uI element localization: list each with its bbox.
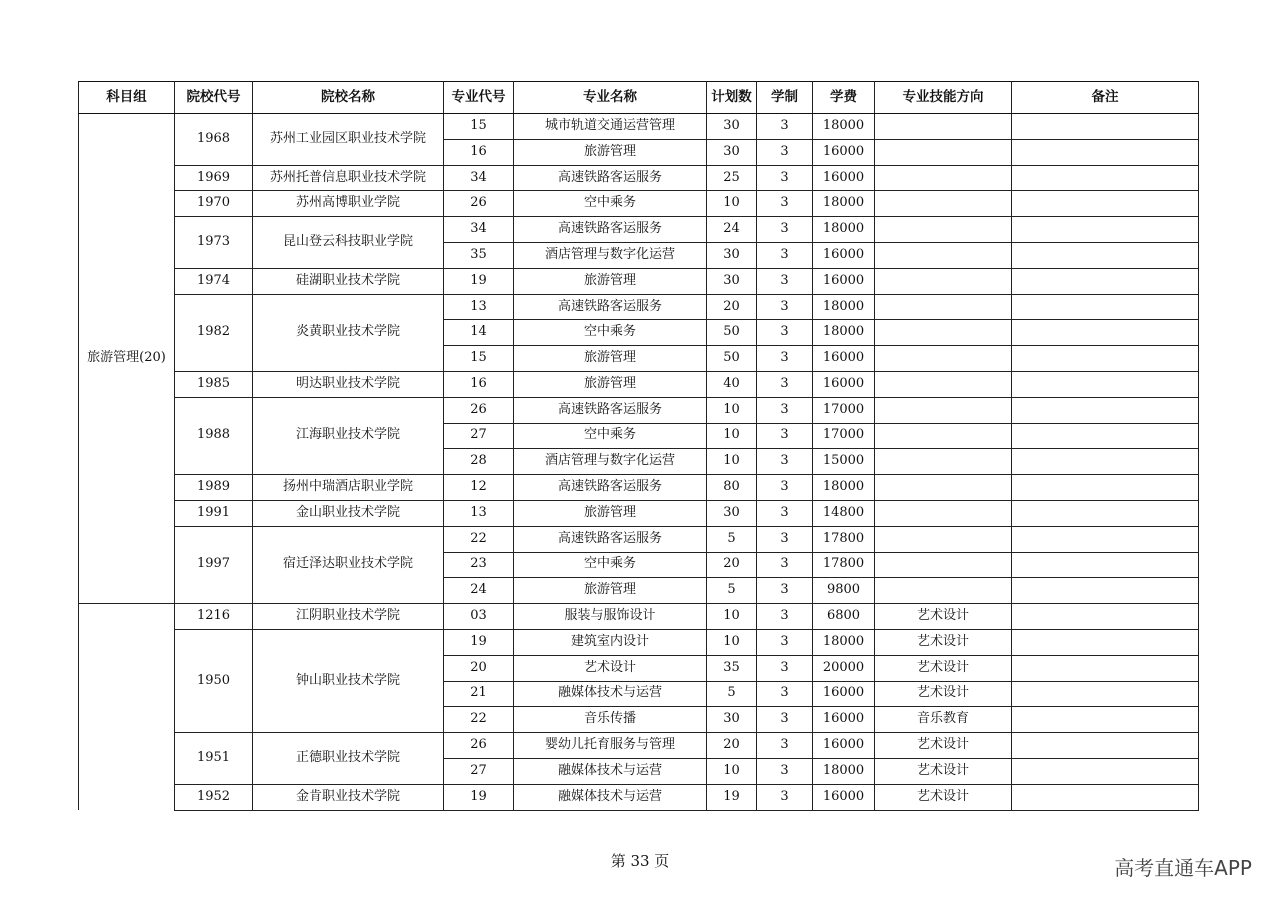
- plan-count-cell: 30: [707, 707, 757, 733]
- skill-direction-cell: [875, 191, 1012, 217]
- major-name-cell: 融媒体技术与运营: [514, 681, 707, 707]
- remarks-cell: [1012, 475, 1199, 501]
- duration-cell: 3: [757, 114, 813, 140]
- school-name-cell: 江阴职业技术学院: [253, 604, 444, 630]
- duration-cell: 3: [757, 500, 813, 526]
- header-tuition: 学费: [813, 82, 875, 114]
- major-name-cell: 旅游管理: [514, 578, 707, 604]
- skill-direction-cell: [875, 423, 1012, 449]
- major-code-cell: 22: [444, 707, 514, 733]
- school-code-cell: 1970: [175, 191, 253, 217]
- skill-direction-cell: [875, 242, 1012, 268]
- skill-direction-cell: [875, 268, 1012, 294]
- tuition-cell: 16000: [813, 139, 875, 165]
- plan-count-cell: 30: [707, 242, 757, 268]
- major-code-cell: 24: [444, 578, 514, 604]
- duration-cell: 3: [757, 552, 813, 578]
- plan-count-cell: 20: [707, 733, 757, 759]
- header-school-code: 院校代号: [175, 82, 253, 114]
- major-code-cell: 13: [444, 294, 514, 320]
- app-watermark: 高考直通车APP: [1114, 856, 1252, 880]
- major-code-cell: 26: [444, 733, 514, 759]
- plan-count-cell: 10: [707, 758, 757, 784]
- remarks-cell: [1012, 578, 1199, 604]
- major-name-cell: 旅游管理: [514, 500, 707, 526]
- tuition-cell: 18000: [813, 629, 875, 655]
- major-code-cell: 26: [444, 191, 514, 217]
- header-duration: 学制: [757, 82, 813, 114]
- duration-cell: 3: [757, 629, 813, 655]
- school-name-cell: 金山职业技术学院: [253, 500, 444, 526]
- tuition-cell: 16000: [813, 346, 875, 372]
- subject-group-cell: [79, 604, 175, 810]
- page-number: 第 33 页: [610, 852, 670, 870]
- tuition-cell: 16000: [813, 165, 875, 191]
- school-name-cell: 明达职业技术学院: [253, 371, 444, 397]
- plan-count-cell: 24: [707, 217, 757, 243]
- plan-count-cell: 10: [707, 604, 757, 630]
- major-name-cell: 融媒体技术与运营: [514, 784, 707, 810]
- major-code-cell: 34: [444, 217, 514, 243]
- plan-count-cell: 5: [707, 681, 757, 707]
- tuition-cell: 16000: [813, 707, 875, 733]
- header-major-code: 专业代号: [444, 82, 514, 114]
- major-code-cell: 12: [444, 475, 514, 501]
- table-row: [79, 784, 1199, 810]
- tuition-cell: 14800: [813, 500, 875, 526]
- tuition-cell: 18000: [813, 191, 875, 217]
- remarks-cell: [1012, 784, 1199, 810]
- plan-count-cell: 80: [707, 475, 757, 501]
- plan-count-cell: 10: [707, 629, 757, 655]
- remarks-cell: [1012, 733, 1199, 759]
- skill-direction-cell: [875, 578, 1012, 604]
- remarks-cell: [1012, 552, 1199, 578]
- remarks-cell: [1012, 191, 1199, 217]
- remarks-cell: [1012, 242, 1199, 268]
- skill-direction-cell: 艺术设计: [875, 758, 1012, 784]
- major-code-cell: 22: [444, 526, 514, 552]
- school-name-cell: 苏州托普信息职业技术学院: [253, 165, 444, 191]
- remarks-cell: [1012, 346, 1199, 372]
- major-code-cell: 27: [444, 423, 514, 449]
- major-name-cell: 音乐传播: [514, 707, 707, 733]
- duration-cell: 3: [757, 165, 813, 191]
- school-name-cell: 苏州高博职业学院: [253, 191, 444, 217]
- duration-cell: 3: [757, 242, 813, 268]
- remarks-cell: [1012, 604, 1199, 630]
- plan-count-cell: 30: [707, 268, 757, 294]
- remarks-cell: [1012, 371, 1199, 397]
- header-subject-group: 科目组: [79, 82, 175, 114]
- remarks-cell: [1012, 139, 1199, 165]
- table-row: [79, 733, 1199, 759]
- major-name-cell: 艺术设计: [514, 655, 707, 681]
- duration-cell: 3: [757, 371, 813, 397]
- school-name-cell: 宿迁泽达职业技术学院: [253, 526, 444, 603]
- plan-count-cell: 30: [707, 139, 757, 165]
- header-remarks: 备注: [1012, 82, 1199, 114]
- school-code-cell: 1973: [175, 217, 253, 269]
- tuition-cell: 17800: [813, 526, 875, 552]
- major-code-cell: 28: [444, 449, 514, 475]
- skill-direction-cell: [875, 139, 1012, 165]
- skill-direction-cell: 艺术设计: [875, 784, 1012, 810]
- plan-count-cell: 5: [707, 526, 757, 552]
- school-code-cell: 1974: [175, 268, 253, 294]
- major-code-cell: 14: [444, 320, 514, 346]
- skill-direction-cell: [875, 320, 1012, 346]
- tuition-cell: 16000: [813, 242, 875, 268]
- plan-count-cell: 50: [707, 346, 757, 372]
- remarks-cell: [1012, 681, 1199, 707]
- remarks-cell: [1012, 320, 1199, 346]
- duration-cell: 3: [757, 475, 813, 501]
- plan-count-cell: 5: [707, 578, 757, 604]
- major-name-cell: 高速铁路客运服务: [514, 165, 707, 191]
- duration-cell: 3: [757, 320, 813, 346]
- skill-direction-cell: [875, 475, 1012, 501]
- major-code-cell: 27: [444, 758, 514, 784]
- table-row: [79, 475, 1199, 501]
- major-name-cell: 融媒体技术与运营: [514, 758, 707, 784]
- plan-count-cell: 25: [707, 165, 757, 191]
- duration-cell: 3: [757, 346, 813, 372]
- remarks-cell: [1012, 449, 1199, 475]
- major-name-cell: 高速铁路客运服务: [514, 526, 707, 552]
- tuition-cell: 17800: [813, 552, 875, 578]
- table-row: [79, 397, 1199, 423]
- duration-cell: 3: [757, 294, 813, 320]
- duration-cell: 3: [757, 707, 813, 733]
- major-name-cell: 空中乘务: [514, 191, 707, 217]
- major-name-cell: 旅游管理: [514, 139, 707, 165]
- major-code-cell: 19: [444, 629, 514, 655]
- skill-direction-cell: [875, 165, 1012, 191]
- remarks-cell: [1012, 629, 1199, 655]
- tuition-cell: 18000: [813, 758, 875, 784]
- table-row: [79, 114, 1199, 140]
- duration-cell: 3: [757, 578, 813, 604]
- skill-direction-cell: [875, 294, 1012, 320]
- skill-direction-cell: 艺术设计: [875, 655, 1012, 681]
- duration-cell: 3: [757, 784, 813, 810]
- major-code-cell: 19: [444, 268, 514, 294]
- header-major-name: 专业名称: [514, 82, 707, 114]
- remarks-cell: [1012, 294, 1199, 320]
- school-code-cell: 1991: [175, 500, 253, 526]
- plan-count-cell: 50: [707, 320, 757, 346]
- duration-cell: 3: [757, 758, 813, 784]
- skill-direction-cell: 艺术设计: [875, 681, 1012, 707]
- plan-count-cell: 10: [707, 449, 757, 475]
- skill-direction-cell: [875, 552, 1012, 578]
- school-code-cell: 1988: [175, 397, 253, 474]
- duration-cell: 3: [757, 217, 813, 243]
- tuition-cell: 16000: [813, 268, 875, 294]
- major-name-cell: 酒店管理与数字化运营: [514, 242, 707, 268]
- skill-direction-cell: [875, 217, 1012, 243]
- plan-count-cell: 19: [707, 784, 757, 810]
- major-name-cell: 高速铁路客运服务: [514, 397, 707, 423]
- major-code-cell: 16: [444, 139, 514, 165]
- duration-cell: 3: [757, 655, 813, 681]
- remarks-cell: [1012, 165, 1199, 191]
- header-row: [79, 82, 1199, 114]
- tuition-cell: 15000: [813, 449, 875, 475]
- remarks-cell: [1012, 758, 1199, 784]
- major-name-cell: 酒店管理与数字化运营: [514, 449, 707, 475]
- table-row: [79, 268, 1199, 294]
- major-name-cell: 旅游管理: [514, 371, 707, 397]
- skill-direction-cell: 艺术设计: [875, 629, 1012, 655]
- skill-direction-cell: 艺术设计: [875, 604, 1012, 630]
- major-name-cell: 旅游管理: [514, 268, 707, 294]
- table-row: [79, 526, 1199, 552]
- major-code-cell: 13: [444, 500, 514, 526]
- duration-cell: 3: [757, 139, 813, 165]
- table-body: [79, 114, 1199, 811]
- skill-direction-cell: [875, 526, 1012, 552]
- major-code-cell: 35: [444, 242, 514, 268]
- table-row: [79, 165, 1199, 191]
- school-code-cell: 1968: [175, 114, 253, 166]
- skill-direction-cell: [875, 397, 1012, 423]
- school-code-cell: 1997: [175, 526, 253, 603]
- tuition-cell: 18000: [813, 217, 875, 243]
- skill-direction-cell: [875, 500, 1012, 526]
- school-code-cell: 1216: [175, 604, 253, 630]
- plan-count-cell: 30: [707, 114, 757, 140]
- tuition-cell: 16000: [813, 784, 875, 810]
- remarks-cell: [1012, 526, 1199, 552]
- school-code-cell: 1989: [175, 475, 253, 501]
- header-plan-count: 计划数: [707, 82, 757, 114]
- duration-cell: 3: [757, 397, 813, 423]
- major-name-cell: 婴幼儿托育服务与管理: [514, 733, 707, 759]
- school-name-cell: 硅湖职业技术学院: [253, 268, 444, 294]
- tuition-cell: 18000: [813, 294, 875, 320]
- plan-count-cell: 10: [707, 397, 757, 423]
- tuition-cell: 16000: [813, 733, 875, 759]
- tuition-cell: 16000: [813, 681, 875, 707]
- major-name-cell: 空中乘务: [514, 320, 707, 346]
- plan-count-cell: 10: [707, 191, 757, 217]
- table-row: [79, 604, 1199, 630]
- major-name-cell: 高速铁路客运服务: [514, 217, 707, 243]
- tuition-cell: 18000: [813, 114, 875, 140]
- tuition-cell: 6800: [813, 604, 875, 630]
- tuition-cell: 18000: [813, 475, 875, 501]
- plan-count-cell: 35: [707, 655, 757, 681]
- plan-count-cell: 30: [707, 500, 757, 526]
- major-name-cell: 高速铁路客运服务: [514, 475, 707, 501]
- tuition-cell: 20000: [813, 655, 875, 681]
- plan-count-cell: 20: [707, 552, 757, 578]
- duration-cell: 3: [757, 733, 813, 759]
- major-name-cell: 空中乘务: [514, 423, 707, 449]
- skill-direction-cell: [875, 114, 1012, 140]
- duration-cell: 3: [757, 604, 813, 630]
- major-code-cell: 16: [444, 371, 514, 397]
- table-row: [79, 191, 1199, 217]
- remarks-cell: [1012, 707, 1199, 733]
- school-code-cell: 1982: [175, 294, 253, 371]
- remarks-cell: [1012, 268, 1199, 294]
- duration-cell: 3: [757, 681, 813, 707]
- subject-group-cell: 旅游管理(20): [79, 114, 175, 604]
- plan-count-cell: 10: [707, 423, 757, 449]
- duration-cell: 3: [757, 191, 813, 217]
- header-school-name: 院校名称: [253, 82, 444, 114]
- header-skill-direction: 专业技能方向: [875, 82, 1012, 114]
- major-code-cell: 23: [444, 552, 514, 578]
- table-row: [79, 217, 1199, 243]
- school-name-cell: 扬州中瑞酒店职业学院: [253, 475, 444, 501]
- duration-cell: 3: [757, 423, 813, 449]
- major-code-cell: 15: [444, 114, 514, 140]
- duration-cell: 3: [757, 449, 813, 475]
- school-name-cell: 炎黄职业技术学院: [253, 294, 444, 371]
- major-name-cell: 旅游管理: [514, 346, 707, 372]
- table-row: [79, 500, 1199, 526]
- school-name-cell: 江海职业技术学院: [253, 397, 444, 474]
- remarks-cell: [1012, 217, 1199, 243]
- remarks-cell: [1012, 423, 1199, 449]
- remarks-cell: [1012, 397, 1199, 423]
- skill-direction-cell: 艺术设计: [875, 733, 1012, 759]
- table-row: [79, 371, 1199, 397]
- admission-plan-table: [78, 81, 1199, 811]
- major-code-cell: 21: [444, 681, 514, 707]
- table-row: [79, 629, 1199, 655]
- plan-count-cell: 20: [707, 294, 757, 320]
- table-row: [79, 294, 1199, 320]
- skill-direction-cell: [875, 346, 1012, 372]
- school-name-cell: 苏州工业园区职业技术学院: [253, 114, 444, 166]
- school-name-cell: 金肯职业技术学院: [253, 784, 444, 810]
- major-code-cell: 03: [444, 604, 514, 630]
- major-name-cell: 高速铁路客运服务: [514, 294, 707, 320]
- school-name-cell: 昆山登云科技职业学院: [253, 217, 444, 269]
- skill-direction-cell: [875, 449, 1012, 475]
- skill-direction-cell: [875, 371, 1012, 397]
- school-code-cell: 1985: [175, 371, 253, 397]
- major-name-cell: 城市轨道交通运营管理: [514, 114, 707, 140]
- major-name-cell: 空中乘务: [514, 552, 707, 578]
- remarks-cell: [1012, 500, 1199, 526]
- school-code-cell: 1951: [175, 733, 253, 785]
- plan-count-cell: 40: [707, 371, 757, 397]
- remarks-cell: [1012, 114, 1199, 140]
- school-name-cell: 正德职业技术学院: [253, 733, 444, 785]
- tuition-cell: 18000: [813, 320, 875, 346]
- duration-cell: 3: [757, 526, 813, 552]
- school-code-cell: 1952: [175, 784, 253, 810]
- duration-cell: 3: [757, 268, 813, 294]
- major-name-cell: 建筑室内设计: [514, 629, 707, 655]
- school-name-cell: 钟山职业技术学院: [253, 629, 444, 732]
- major-code-cell: 19: [444, 784, 514, 810]
- remarks-cell: [1012, 655, 1199, 681]
- school-code-cell: 1969: [175, 165, 253, 191]
- tuition-cell: 9800: [813, 578, 875, 604]
- major-code-cell: 15: [444, 346, 514, 372]
- tuition-cell: 17000: [813, 423, 875, 449]
- skill-direction-cell: 音乐教育: [875, 707, 1012, 733]
- school-code-cell: 1950: [175, 629, 253, 732]
- major-code-cell: 34: [444, 165, 514, 191]
- major-code-cell: 26: [444, 397, 514, 423]
- major-code-cell: 20: [444, 655, 514, 681]
- tuition-cell: 17000: [813, 397, 875, 423]
- tuition-cell: 16000: [813, 371, 875, 397]
- major-name-cell: 服装与服饰设计: [514, 604, 707, 630]
